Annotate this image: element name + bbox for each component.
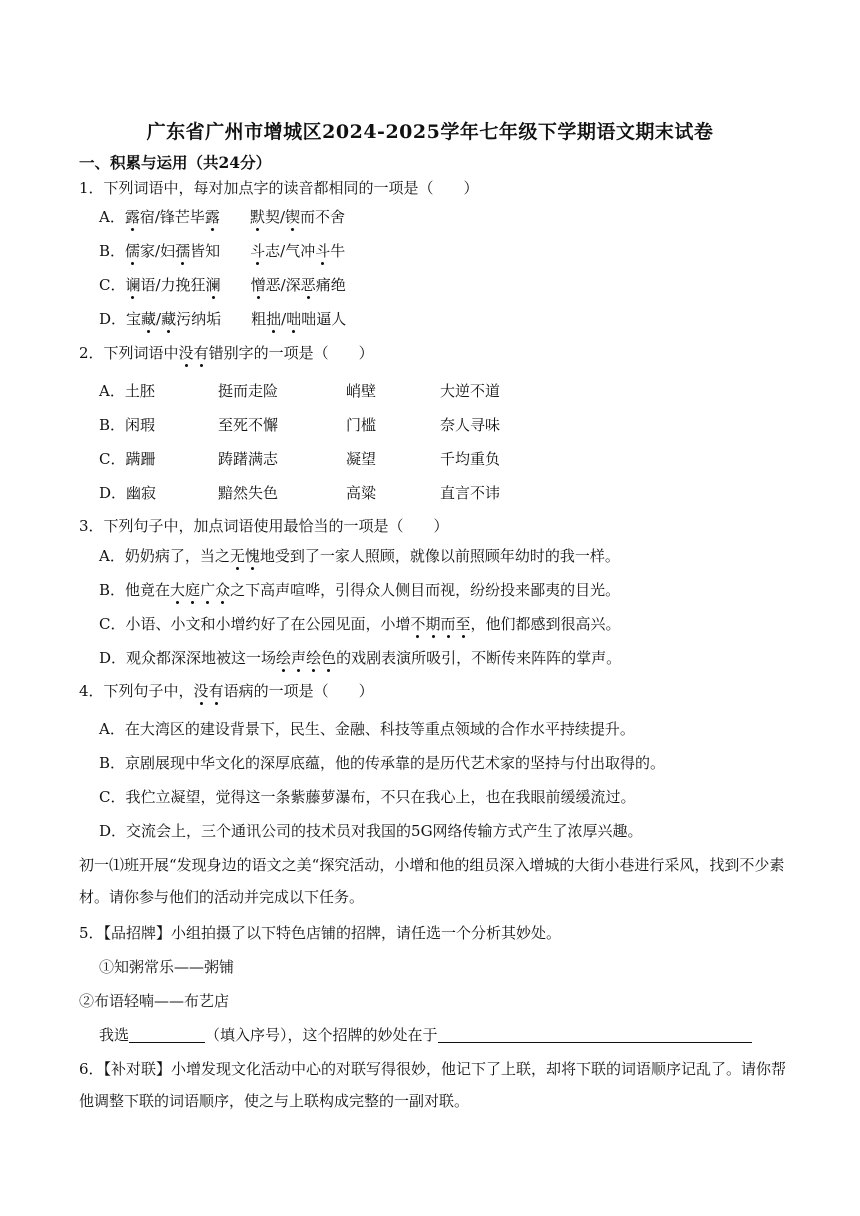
q2-a-label: A．土胚 xyxy=(99,382,155,400)
q2-b-word: 至死不懈 xyxy=(218,416,279,434)
q2-a-word: 大逆不道 xyxy=(440,382,501,400)
section-heading: 一、积累与运用（共24分） xyxy=(79,153,272,172)
q2-d-word: 黯然失色 xyxy=(218,484,279,502)
question-3: 3．下列句子中，加点词语使用最恰当的一项是（ ） xyxy=(79,517,449,535)
q1-option-b: B．儒家/妇孺皆知 斗志/气冲斗牛 xyxy=(99,242,346,260)
analysis-blank[interactable] xyxy=(438,1026,752,1043)
q3-option-a: A．奶奶病了，当之无愧地受到了一家人照顾，就像以前照顾年幼时的我一样。 xyxy=(99,547,620,565)
q4-option-d: D．交流会上，三个通讯公司的技术员对我国的5G网络传输方式产生了浓厚兴趣。 xyxy=(99,822,643,840)
q1-option-c: C．谰语/力挽狂澜 憎恶/深恶痛绝 xyxy=(99,276,346,294)
q2-c-word: 凝望 xyxy=(346,450,377,468)
activity-intro: 初一⑴班开展“发现身边的语文之美“探究活动，小增和他的组员深入增城的大街小巷进行采风，找到不少素材。请你参与他们的活动并完成以下任务。 xyxy=(79,856,785,906)
q5-item-1: ①知粥常乐——粥铺 xyxy=(99,958,235,976)
q2-a-word: 峭壁 xyxy=(346,382,377,400)
q5-answer-line: 我选 （填入序号），这个招牌的妙处在于 xyxy=(99,1025,752,1045)
question-5: 5．【品招牌】小组拍摄了以下特色店铺的招牌，请任选一个分析其妙处。 xyxy=(79,924,562,942)
q1-option-a: A．露宿/锋芒毕露 默契/锲而不舍 xyxy=(99,208,346,226)
q4-option-c: C．我伫立凝望，觉得这一条紫藤萝瀑布，不只在我心上，也在我眼前缓缓流过。 xyxy=(99,788,636,806)
q3-option-c: C．小语、小文和小增约好了在公园见面，小增不期而至，他们都感到很高兴。 xyxy=(99,615,621,633)
exam-title: 广东省广州市增城区2024-2025学年七年级下学期语文期末试卷 xyxy=(146,121,714,143)
q5-item-2: ②布语轻喃——布艺店 xyxy=(79,992,230,1010)
q2-a-word: 挺而走险 xyxy=(218,382,279,400)
question-1: 1．下列词语中，每对加点字的读音都相同的一项是（ ） xyxy=(79,179,479,197)
q2-b-label: B．闲瑕 xyxy=(99,416,156,434)
choice-blank[interactable] xyxy=(129,1026,205,1043)
q2-b-word: 奈人寻味 xyxy=(440,416,501,434)
question-4: 4．下列句子中，没有语病的一项是（ ） xyxy=(79,682,374,700)
q3-option-b: B．他竟在大庭广众之下高声喧哗，引得众人侧目而视，纷纷投来鄙夷的目光。 xyxy=(99,581,621,599)
q2-d-word: 直言不讳 xyxy=(440,484,501,502)
q2-c-word: 踌躇满志 xyxy=(218,450,279,468)
question-6: 6．【补对联】小增发现文化活动中心的对联写得很妙，他记下了上联，却将下联的词语顺序记乱了。请你帮他调整下联的词语顺序，使之与上联构成完整的一副对联。 xyxy=(79,1060,787,1110)
q2-c-label: C．蹒跚 xyxy=(99,450,156,468)
q3-option-d: D．观众都深深地被这一场绘声绘色的戏剧表演所吸引，不断传来阵阵的掌声。 xyxy=(99,649,622,667)
q4-option-b: B．京剧展现中华文化的深厚底蕴，他的传承靠的是历代艺术家的坚持与付出取得的。 xyxy=(99,754,666,772)
q4-option-a: A．在大湾区的建设背景下，民生、金融、科技等重点领域的合作水平持续提升。 xyxy=(99,720,635,738)
q2-d-word: 高粱 xyxy=(346,484,377,502)
q2-c-word: 千均重负 xyxy=(440,450,501,468)
q1-option-d: D．宝藏/藏污纳垢 粗拙/咄咄逼人 xyxy=(99,310,347,328)
question-2: 2．下列词语中没有错别字的一项是（ ） xyxy=(79,344,374,362)
q2-b-word: 门槛 xyxy=(346,416,377,434)
q2-d-label: D．幽寂 xyxy=(99,484,157,502)
